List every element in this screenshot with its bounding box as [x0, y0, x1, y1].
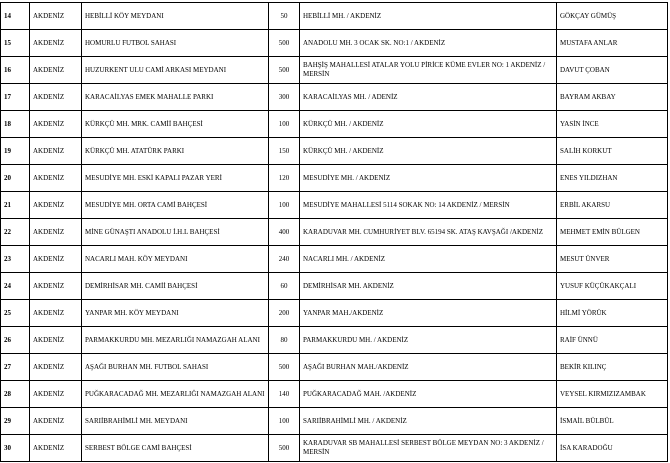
contact-person-cell: HİLMİ YÖRÜK	[557, 300, 668, 327]
location-name-cell: AŞAĞI BURHAN MH. FUTBOL SAHASI	[82, 354, 269, 381]
contact-person-cell: ERBİL AKARSU	[557, 192, 668, 219]
contact-person-cell: İSA KARADOĞU	[557, 435, 668, 462]
contact-person-cell: BEKİR KILINÇ	[557, 354, 668, 381]
district-cell: AKDENİZ	[30, 192, 82, 219]
table-row	[1, 165, 668, 192]
location-name-cell: SARIİBRAHİMLİ MH. MEYDANI	[82, 408, 269, 435]
contact-person-cell: BAYRAM AKBAY	[557, 84, 668, 111]
district-cell: AKDENİZ	[30, 57, 82, 84]
row-number-cell: 17	[1, 84, 30, 111]
district-cell: AKDENİZ	[30, 111, 82, 138]
address-cell: KARADUVAR SB MAHALLESİ SERBEST BÖLGE MEYDAN NO: 3 AKDENİZ / MERSİN	[300, 435, 557, 462]
row-number-cell: 19	[1, 138, 30, 165]
contact-person-cell: DAVUT ÇOBAN	[557, 57, 668, 84]
table-row	[1, 273, 668, 300]
capacity-cell: 300	[269, 84, 300, 111]
address-cell: MESUDİYE MAHALLESİ 5114 SOKAK NO: 14 AKDENİZ / MERSİN	[300, 192, 557, 219]
district-cell: AKDENİZ	[30, 3, 82, 30]
table-row	[1, 381, 668, 408]
location-name-cell: MESUDİYE MH. ESKİ KAPALI PAZAR YERİ	[82, 165, 269, 192]
district-cell: AKDENİZ	[30, 219, 82, 246]
table-row	[1, 111, 668, 138]
address-cell: KARACAİLYAS MH. / ADENİZ	[300, 84, 557, 111]
address-cell: KÜRKÇÜ MH. / AKDENİZ	[300, 111, 557, 138]
table-row	[1, 30, 668, 57]
row-number-cell: 14	[1, 3, 30, 30]
contact-person-cell: VEYSEL KIRMIZIZAMBAK	[557, 381, 668, 408]
location-name-cell: KÜRKÇÜ MH. MRK. CAMİİ BAHÇESİ	[82, 111, 269, 138]
district-cell: AKDENİZ	[30, 165, 82, 192]
district-cell: AKDENİZ	[30, 30, 82, 57]
row-number-cell: 25	[1, 300, 30, 327]
location-name-cell: YANPAR MH. KÖY MEYDANI	[82, 300, 269, 327]
row-number-cell: 22	[1, 219, 30, 246]
location-name-cell: KÜRKÇÜ MH. ATATÜRK PARKI	[82, 138, 269, 165]
location-name-cell: PUĞKARACADAĞ MH. MEZARLIĞI NAMAZGAH ALANI	[82, 381, 269, 408]
table-row	[1, 408, 668, 435]
table-row	[1, 138, 668, 165]
capacity-cell: 100	[269, 408, 300, 435]
capacity-cell: 500	[269, 435, 300, 462]
table-row	[1, 57, 668, 84]
location-name-cell: HEBİLLİ KÖY MEYDANI	[82, 3, 269, 30]
location-name-cell: MESUDİYE MH. ORTA CAMİ BAHÇESİ	[82, 192, 269, 219]
district-cell: AKDENİZ	[30, 435, 82, 462]
capacity-cell: 500	[269, 354, 300, 381]
address-cell: NACARLI MH. / AKDENİZ	[300, 246, 557, 273]
location-name-cell: MİNE GÜNAŞTI ANADOLU İ.H.L BAHÇESİ	[82, 219, 269, 246]
capacity-cell: 50	[269, 3, 300, 30]
district-cell: AKDENİZ	[30, 246, 82, 273]
row-number-cell: 27	[1, 354, 30, 381]
district-cell: AKDENİZ	[30, 354, 82, 381]
contact-person-cell: YUSUF KÜÇÜKAKÇALI	[557, 273, 668, 300]
address-cell: KÜRKÇÜ MH. / AKDENİZ	[300, 138, 557, 165]
location-name-cell: PARMAKKURDU MH. MEZARLIĞI NAMAZGAH ALANI	[82, 327, 269, 354]
district-cell: AKDENİZ	[30, 84, 82, 111]
capacity-cell: 100	[269, 192, 300, 219]
contact-person-cell: MESUT ÜNVER	[557, 246, 668, 273]
address-cell: YANPAR MAH./AKDENİZ	[300, 300, 557, 327]
district-cell: AKDENİZ	[30, 273, 82, 300]
capacity-cell: 100	[269, 111, 300, 138]
district-cell: AKDENİZ	[30, 138, 82, 165]
address-cell: BAHŞİŞ MAHALLESİ ATALAR YOLU PİRİCE KÜME EVLER NO: 1 AKDENİZ / MERSİN	[300, 57, 557, 84]
location-name-cell: SERBEST BÖLGE CAMİ BAHÇESİ	[82, 435, 269, 462]
address-cell: AŞAĞI BURHAN MAH./AKDENİZ	[300, 354, 557, 381]
capacity-cell: 500	[269, 30, 300, 57]
district-cell: AKDENİZ	[30, 300, 82, 327]
contact-person-cell: YASİN İNCE	[557, 111, 668, 138]
row-number-cell: 30	[1, 435, 30, 462]
capacity-cell: 60	[269, 273, 300, 300]
location-name-cell: KARACAİLYAS EMEK MAHALLE PARKI	[82, 84, 269, 111]
contact-person-cell: RAİF ÜNNÜ	[557, 327, 668, 354]
table-body	[1, 3, 668, 462]
contact-person-cell: İSMAİL BÜLBÜL	[557, 408, 668, 435]
row-number-cell: 16	[1, 57, 30, 84]
capacity-cell: 120	[269, 165, 300, 192]
table-row	[1, 84, 668, 111]
address-cell: SARIİBRAHİMLİ MH. / AKDENİZ	[300, 408, 557, 435]
address-cell: MESUDİYE MH. / AKDENİZ	[300, 165, 557, 192]
district-cell: AKDENİZ	[30, 381, 82, 408]
contact-person-cell: GÖKÇAY GÜMÜŞ	[557, 3, 668, 30]
location-name-cell: NACARLI MAH. KÖY MEYDANI	[82, 246, 269, 273]
address-cell: KARADUVAR MH. CUMHURİYET BLV. 65194 SK. ATAŞ KAVŞAĞI /AKDENİZ	[300, 219, 557, 246]
capacity-cell: 400	[269, 219, 300, 246]
row-number-cell: 23	[1, 246, 30, 273]
table-row	[1, 435, 668, 462]
row-number-cell: 26	[1, 327, 30, 354]
capacity-cell: 240	[269, 246, 300, 273]
row-number-cell: 24	[1, 273, 30, 300]
address-cell: ANADOLU MH. 3 OCAK SK. NO:1 / AKDENİZ	[300, 30, 557, 57]
address-cell: PUĞKARACADAĞ MAH. /AKDENİZ	[300, 381, 557, 408]
table-row	[1, 246, 668, 273]
table-row	[1, 3, 668, 30]
row-number-cell: 18	[1, 111, 30, 138]
contact-person-cell: MUSTAFA ANLAR	[557, 30, 668, 57]
location-name-cell: DEMİRHİSAR MH. CAMİİ BAHÇESİ	[82, 273, 269, 300]
table-row	[1, 219, 668, 246]
district-cell: AKDENİZ	[30, 327, 82, 354]
address-cell: PARMAKKURDU MH. / AKDENİZ	[300, 327, 557, 354]
capacity-cell: 500	[269, 57, 300, 84]
table-row	[1, 327, 668, 354]
row-number-cell: 20	[1, 165, 30, 192]
location-name-cell: HOMURLU FUTBOL SAHASI	[82, 30, 269, 57]
contact-person-cell: ENES YILDIZHAN	[557, 165, 668, 192]
row-number-cell: 28	[1, 381, 30, 408]
address-cell: HEBİLLİ MH. / AKDENİZ	[300, 3, 557, 30]
contact-person-cell: MEHMET EMİN BÜLGEN	[557, 219, 668, 246]
district-cell: AKDENİZ	[30, 408, 82, 435]
capacity-cell: 150	[269, 138, 300, 165]
row-number-cell: 29	[1, 408, 30, 435]
assembly-areas-table	[0, 2, 668, 462]
table-row	[1, 192, 668, 219]
row-number-cell: 21	[1, 192, 30, 219]
address-cell: DEMİRHİSAR MH. AKDENİZ	[300, 273, 557, 300]
contact-person-cell: SALİH KORKUT	[557, 138, 668, 165]
row-number-cell: 15	[1, 30, 30, 57]
capacity-cell: 80	[269, 327, 300, 354]
table-row	[1, 300, 668, 327]
location-name-cell: HUZURKENT ULU CAMİ ARKASI MEYDANI	[82, 57, 269, 84]
capacity-cell: 200	[269, 300, 300, 327]
capacity-cell: 140	[269, 381, 300, 408]
table-row	[1, 354, 668, 381]
